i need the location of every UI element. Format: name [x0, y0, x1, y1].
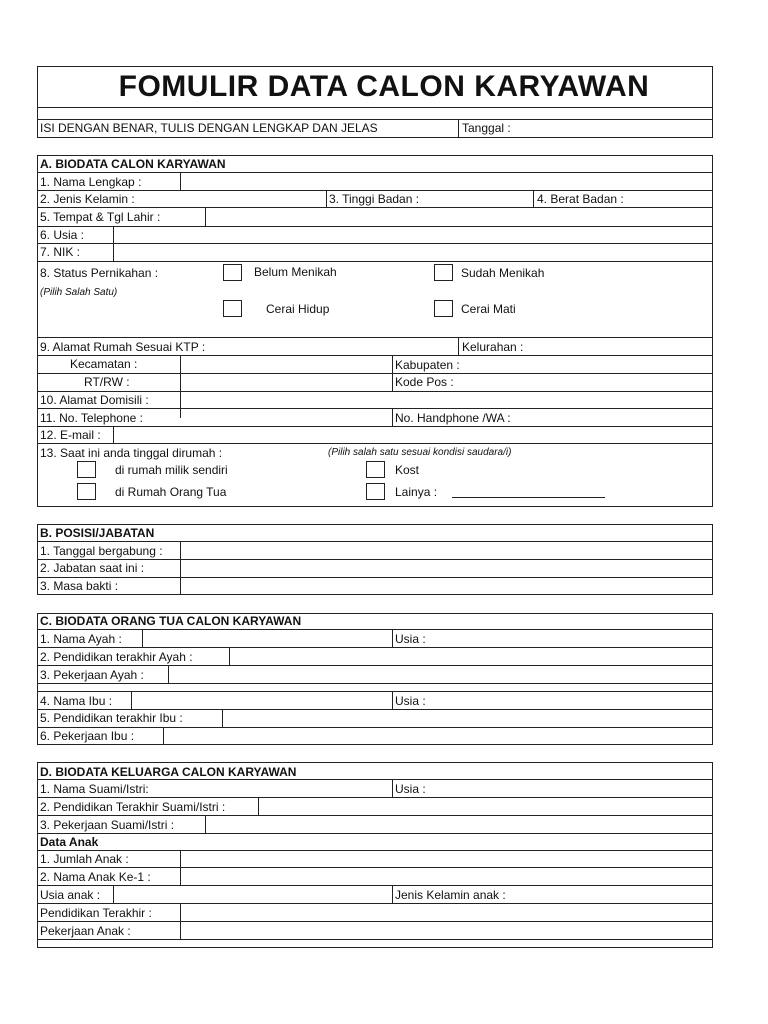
alamat-ktp-label: 9. Alamat Rumah Sesuai KTP :: [40, 340, 206, 354]
jk-anak-label: Jenis Kelamin anak :: [395, 888, 506, 902]
nama-suami-label: 1. Nama Suami/Istri:: [40, 782, 149, 796]
nama-ayah-field[interactable]: [143, 630, 392, 646]
email-field[interactable]: [114, 427, 712, 442]
usia-ayah-label: Usia :: [395, 632, 426, 646]
kerja-suami-field[interactable]: [206, 816, 712, 832]
checkbox-cerai-hidup[interactable]: [223, 300, 242, 317]
berat-badan-field[interactable]: [632, 191, 712, 207]
nama-ayah-label: 1. Nama Ayah :: [40, 632, 122, 646]
usia-suami-label: Usia :: [395, 782, 426, 796]
checkbox-rumah-sendiri[interactable]: [77, 461, 96, 478]
nama-suami-field[interactable]: [160, 780, 392, 796]
nik-field[interactable]: [114, 244, 712, 260]
nik-label: 7. NIK :: [40, 245, 81, 259]
kodepos-label: Kode Pos :: [395, 375, 454, 389]
berat-badan-label: 4. Berat Badan :: [537, 192, 624, 206]
pend-suami-field[interactable]: [259, 798, 712, 814]
kerja-ayah-field[interactable]: [169, 666, 712, 682]
option-sudah-menikah: Sudah Menikah: [461, 266, 545, 280]
kerja-anak-field[interactable]: [181, 922, 712, 938]
kerja-ibu-field[interactable]: [164, 728, 712, 744]
kabupaten-field[interactable]: [468, 356, 712, 372]
nama-ibu-label: 4. Nama Ibu :: [40, 694, 113, 708]
pend-suami-label: 2. Pendidikan Terakhir Suami/Istri :: [40, 800, 226, 814]
tinggi-badan-field[interactable]: [428, 191, 533, 207]
checkbox-cerai-mati[interactable]: [434, 300, 453, 317]
date-field[interactable]: [518, 120, 712, 137]
status-hint: (Pilih Salah Satu): [40, 287, 118, 298]
page-title: FOMULIR DATA CALON KARYAWAN: [118, 70, 650, 103]
rtrw-field[interactable]: [181, 374, 392, 390]
handphone-label: No. Handphone /WA :: [395, 411, 511, 425]
kerja-anak-label: Pekerjaan Anak :: [40, 924, 131, 938]
pend-anak-label: Pendidikan Terakhir :: [40, 906, 152, 920]
option-cerai-hidup: Cerai Hidup: [266, 302, 330, 316]
tanggal-bergabung-label: 1. Tanggal bergabung :: [40, 544, 163, 558]
rtrw-label: RT/RW :: [84, 375, 130, 389]
pend-ayah-label: 2. Pendidikan terakhir Ayah :: [40, 650, 193, 664]
status-label: 8. Status Pernikahan :: [40, 266, 159, 280]
option-rumah-orang-tua: di Rumah Orang Tua: [115, 485, 227, 499]
nama-lengkap-field[interactable]: [181, 173, 712, 189]
usia-label: 6. Usia :: [40, 228, 85, 242]
option-kost: Kost: [395, 463, 420, 477]
jumlah-anak-field[interactable]: [181, 851, 712, 867]
checkbox-belum-menikah[interactable]: [223, 264, 242, 281]
kodepos-field[interactable]: [460, 374, 712, 390]
checkbox-rumah-orang-tua[interactable]: [77, 483, 96, 500]
jk-anak-field[interactable]: [515, 886, 712, 902]
kabupaten-label: Kabupaten :: [395, 358, 460, 372]
pend-anak-field[interactable]: [181, 904, 712, 920]
option-belum-menikah: Belum Menikah: [254, 265, 337, 279]
nama-anak-label: 2. Nama Anak Ke-1 :: [40, 870, 151, 884]
section-c-heading: C. BIODATA ORANG TUA CALON KARYAWAN: [40, 614, 302, 628]
kerja-ibu-label: 6. Pekerjaan Ibu :: [40, 729, 135, 743]
option-lainya: Lainya :: [395, 485, 438, 499]
date-label: Tanggal :: [462, 121, 511, 135]
email-label: 12. E-mail :: [40, 428, 101, 442]
usia-ibu-label: Usia :: [395, 694, 426, 708]
kelurahan-field[interactable]: [530, 338, 712, 354]
section-a-heading: A. BIODATA CALON KARYAWAN: [40, 157, 226, 171]
handphone-field[interactable]: [530, 409, 712, 425]
usia-anak-field[interactable]: [114, 886, 392, 902]
jenis-kelamin-label: 2. Jenis Kelamin :: [40, 192, 135, 206]
usia-anak-label: Usia anak :: [40, 888, 101, 902]
option-cerai-mati: Cerai Mati: [461, 302, 516, 316]
usia-ayah-field[interactable]: [436, 630, 712, 646]
option-rumah-sendiri: di rumah milik sendiri: [115, 463, 228, 477]
alamat-ktp-field[interactable]: [215, 338, 458, 354]
telephone-label: 11. No. Telephone :: [40, 411, 143, 425]
section-b-heading: B. POSISI/JABATAN: [40, 526, 155, 540]
checkbox-sudah-menikah[interactable]: [434, 264, 453, 281]
checkbox-lainya[interactable]: [366, 483, 385, 500]
nama-lengkap-label: 1. Nama Lengkap :: [40, 175, 142, 189]
kerja-ayah-label: 3. Pekerjaan Ayah :: [40, 668, 144, 682]
instruction-text: ISI DENGAN BENAR, TULIS DENGAN LENGKAP DAN JELAS: [40, 121, 378, 135]
tinggal-label: 13. Saat ini anda tinggal dirumah :: [40, 446, 223, 460]
tinggi-badan-label: 3. Tinggi Badan :: [329, 192, 420, 206]
domisili-field[interactable]: [181, 392, 712, 408]
kecamatan-field[interactable]: [181, 356, 392, 372]
telephone-field[interactable]: [181, 409, 392, 425]
masa-bakti-label: 3. Masa bakti :: [40, 579, 119, 593]
section-d-heading: D. BIODATA KELUARGA CALON KARYAWAN: [40, 765, 297, 779]
lainya-field[interactable]: [452, 483, 605, 498]
tanggal-bergabung-field[interactable]: [181, 542, 712, 558]
nama-ibu-field[interactable]: [132, 692, 392, 708]
jenis-kelamin-field[interactable]: [142, 191, 326, 207]
ttl-label: 5. Tempat & Tgl Lahir :: [40, 210, 161, 224]
domisili-label: 10. Alamat Domisili :: [40, 393, 149, 407]
kerja-suami-label: 3. Pekerjaan Suami/Istri :: [40, 818, 175, 832]
pend-ibu-label: 5. Pendidikan terakhir Ibu :: [40, 711, 183, 725]
tinggal-hint: (Pilih salah satu sesuai kondisi saudara/i): [328, 447, 512, 458]
data-anak-heading: Data Anak: [40, 835, 99, 849]
jabatan-label: 2. Jabatan saat ini :: [40, 561, 145, 575]
ttl-field[interactable]: [206, 208, 712, 225]
pend-ayah-field[interactable]: [230, 648, 712, 664]
pend-ibu-field[interactable]: [223, 710, 712, 726]
jumlah-anak-label: 1. Jumlah Anak :: [40, 852, 129, 866]
usia-field[interactable]: [114, 227, 712, 242]
kecamatan-label: Kecamatan :: [70, 357, 138, 371]
jabatan-field[interactable]: [181, 560, 712, 576]
nama-anak-field[interactable]: [181, 868, 712, 884]
masa-bakti-field[interactable]: [181, 578, 712, 594]
usia-suami-field[interactable]: [436, 780, 712, 796]
kelurahan-label: Kelurahan :: [462, 340, 524, 354]
usia-ibu-field[interactable]: [436, 692, 712, 708]
checkbox-kost[interactable]: [366, 461, 385, 478]
